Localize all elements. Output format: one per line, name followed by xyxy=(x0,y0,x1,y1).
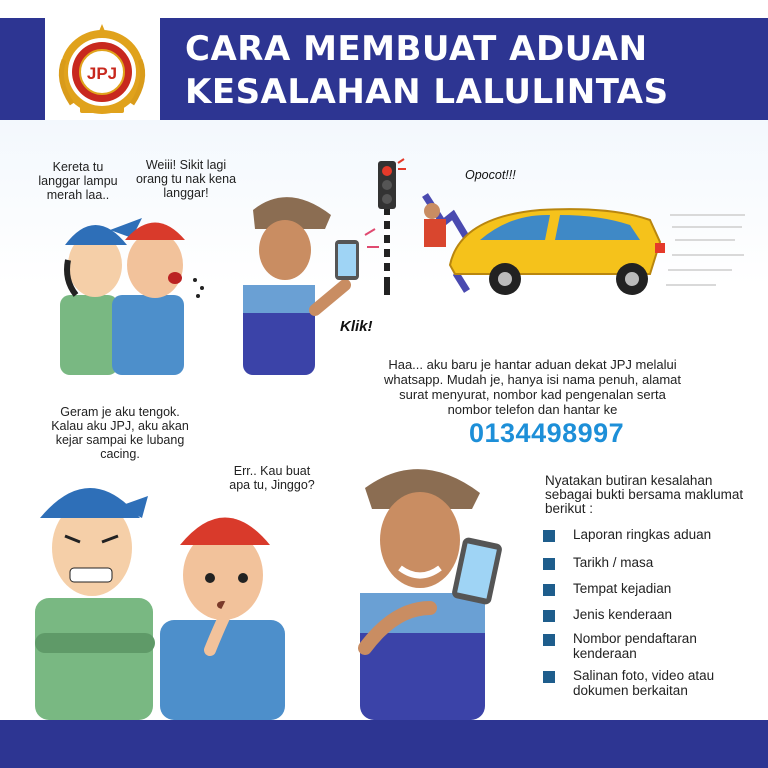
jpj-logo xyxy=(50,22,155,116)
bullet-square-icon xyxy=(543,634,555,646)
list-item-text: Tarikh / masa xyxy=(573,555,654,570)
two-boys-illustration xyxy=(50,200,220,375)
footer-banner xyxy=(0,720,768,768)
curious-boy-illustration xyxy=(155,510,295,720)
bullet-square-icon xyxy=(543,584,555,596)
list-item-text: Laporan ringkas aduan xyxy=(573,527,712,542)
list-item xyxy=(543,581,758,601)
bullet-square-icon xyxy=(543,671,555,683)
list-item xyxy=(543,555,758,575)
bullet-square-icon xyxy=(543,610,555,622)
list-item-text: Tempat kejadian xyxy=(573,581,672,596)
list-item xyxy=(543,527,758,547)
list-item-text: Jenis kenderaan xyxy=(573,607,673,622)
title-line-2: KESALAHAN LALULINTAS xyxy=(185,72,669,112)
info-heading: Nyatakan butiran kesalahan sebagai bukti bersama maklumat berikut : xyxy=(545,473,744,516)
top-margin xyxy=(0,0,768,18)
bullet-square-icon xyxy=(543,530,555,542)
complaint-phone-number[interactable]: 0134498997 xyxy=(469,418,625,448)
logo-text: JPJ xyxy=(86,64,118,83)
page-title xyxy=(185,28,755,114)
speech-red-cap-boy: Weiii! Sikit lagi orang tu nak kena langgar! xyxy=(135,158,237,200)
boy-showing-phone-illustration xyxy=(345,458,515,720)
list-item-text: Salinan foto, video atau dokumen berkaitan xyxy=(573,668,715,698)
list-item xyxy=(543,668,758,702)
list-item-text: Nombor pendaftaran kenderaan xyxy=(573,631,697,661)
whatsapp-explanation-text: Haa... aku baru je hantar aduan dekat JPJ melalui whatsapp. Mudah je, hanya isi nama penuh, alamat surat menyurat, nombor kad pengenalan serta nombor telefon dan hantar ke xyxy=(383,357,682,417)
list-item xyxy=(543,607,758,627)
angry-boy-illustration xyxy=(30,478,165,720)
click-sound-effect: Klik! xyxy=(340,318,373,335)
boy-with-phone-illustration xyxy=(235,195,385,375)
list-item xyxy=(543,631,758,665)
speech-curious-boy: Err.. Kau buat apa tu, Jinggo? xyxy=(229,464,315,492)
speech-blue-cap-boy: Kereta tu langgar lampu merah laa.. xyxy=(38,160,118,202)
title-line-1: CARA MEMBUAT ADUAN xyxy=(185,29,648,69)
speech-angry-boy: Geram je aku tengok. Kalau aku JPJ, aku akan kejar sampai ke lubang cacing. xyxy=(51,405,189,461)
traffic-light-illustration xyxy=(370,155,410,305)
bullet-square-icon xyxy=(543,558,555,570)
speeding-car-illustration xyxy=(410,185,755,310)
opocot-sound-effect: Opocot!!! xyxy=(465,168,516,182)
